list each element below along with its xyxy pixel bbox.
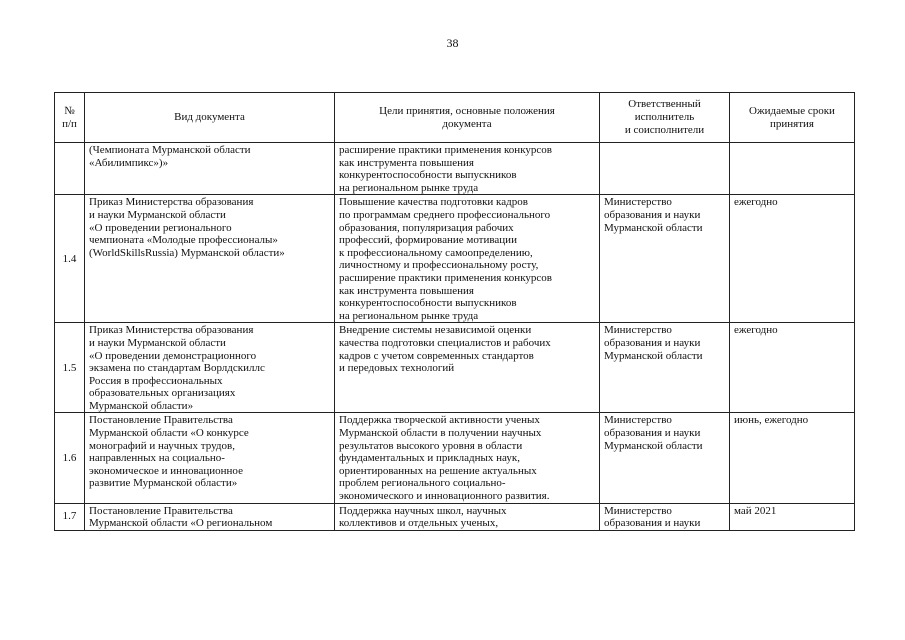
cell-responsible: Министерство образования и науки	[600, 503, 730, 530]
cell-doc-type: Постановление Правительства Мурманской области «О конкурсе монографий и научных трудов, направленных на социально- экономическое и инновационное развитие Мурманской области»	[85, 413, 335, 503]
page-number: 38	[446, 36, 459, 50]
header-goals: Цели принятия, основные положения документа	[335, 93, 600, 143]
table-row	[55, 413, 855, 503]
cell-responsible: Министерство образования и науки Мурманской области	[600, 413, 730, 503]
cell-responsible: Министерство образования и науки Мурманской области	[600, 323, 730, 413]
document-table	[54, 92, 855, 531]
cell-num: 1.5	[55, 323, 85, 413]
cell-goals: Поддержка творческой активности ученых Мурманской области в получении научных результатов высокого уровня в области фундаментальных и прикладных наук, ориентированных на решение актуальных проблем регионального социально- экономического и инновационного развития.	[335, 413, 600, 503]
cell-num	[55, 143, 85, 195]
cell-num: 1.6	[55, 413, 85, 503]
header-num: № п/п	[55, 93, 85, 143]
cell-doc-type: Постановление Правительства Мурманской области «О региональном	[85, 503, 335, 530]
cell-goals: Внедрение системы независимой оценки качества подготовки специалистов и рабочих кадров с учетом современных стандартов и передовых технологий	[335, 323, 600, 413]
cell-terms: июнь, ежегодно	[730, 413, 855, 503]
table-row	[55, 195, 855, 323]
cell-terms: ежегодно	[730, 323, 855, 413]
cell-goals: Поддержка научных школ, научных коллективов и отдельных ученых,	[335, 503, 600, 530]
cell-terms: ежегодно	[730, 195, 855, 323]
cell-responsible: Министерство образования и науки Мурманской области	[600, 195, 730, 323]
cell-goals: Повышение качества подготовки кадров по программам среднего профессионального образования, популяризация рабочих профессий, формирование мотивации к профессиональному самоопределению, личностному и профессиональному росту, расширение практики применения конкурсов как инструмента повышения конкурентоспособности выпускников на региональном рынке труда	[335, 195, 600, 323]
header-doc-type: Вид документа	[85, 93, 335, 143]
cell-num: 1.7	[55, 503, 85, 530]
cell-terms	[730, 143, 855, 195]
table-header-row	[55, 93, 855, 143]
table-row	[55, 143, 855, 195]
cell-responsible	[600, 143, 730, 195]
header-responsible: Ответственный исполнитель и соисполнители	[600, 93, 730, 143]
cell-doc-type: (Чемпионата Мурманской области «Абилимпикс»)»	[85, 143, 335, 195]
header-terms: Ожидаемые сроки принятия	[730, 93, 855, 143]
cell-doc-type: Приказ Министерства образования и науки Мурманской области «О проведении регионального чемпионата «Молодые профессионалы» (WorldSkillsRussia) Мурманской области»	[85, 195, 335, 323]
table-row	[55, 323, 855, 413]
cell-terms: май 2021	[730, 503, 855, 530]
cell-doc-type: Приказ Министерства образования и науки Мурманской области «О проведении демонстрационного экзамена по стандартам Ворлдскиллс Россия в профессиональных образовательных организациях Мурманской области»	[85, 323, 335, 413]
cell-goals: расширение практики применения конкурсов как инструмента повышения конкурентоспособности выпускников на региональном рынке труда	[335, 143, 600, 195]
cell-num: 1.4	[55, 195, 85, 323]
table-row	[55, 503, 855, 530]
